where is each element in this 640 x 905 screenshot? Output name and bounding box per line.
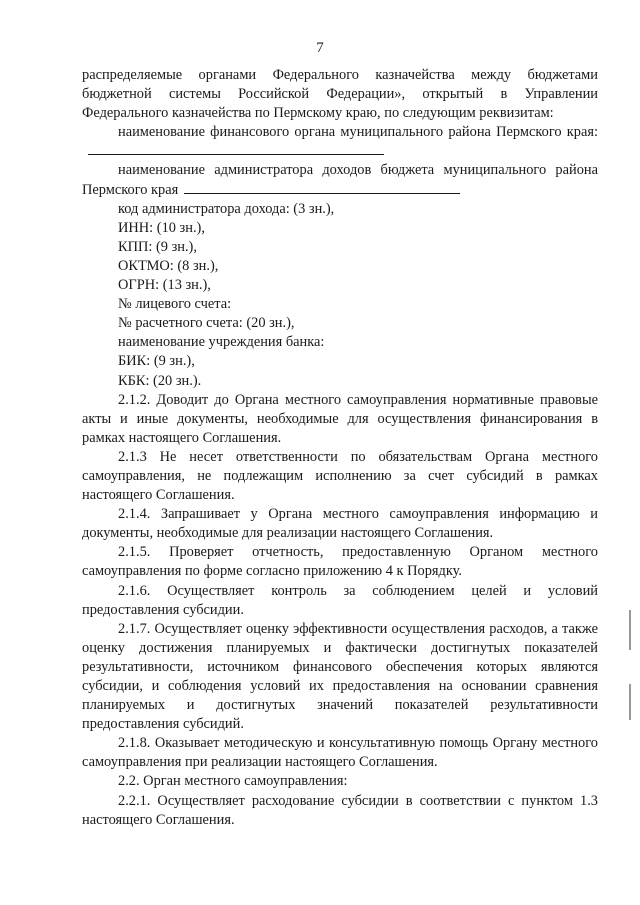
page-number: 7	[316, 40, 324, 56]
clause-2-1-5: 2.1.5. Проверяет отчетность, предоставленную Органом местного самоуправления по форме согласно приложению 4 к Порядку.	[82, 544, 598, 580]
admin-line	[82, 161, 598, 199]
clause-2-1-4: 2.1.4. Запрашивает у Органа местного самоуправления информацию и документы, необходимые для реализации настоящего Соглашения.	[82, 506, 598, 542]
admin-label: наименование администратора доходов бюджета муниципального района Пермского края	[82, 162, 598, 198]
fin-org-label: наименование финансового органа муниципального района Пермского края:	[118, 124, 598, 141]
requisite-item: код администратора дохода: (3 зн.),	[118, 200, 335, 217]
requisite-item: БИК: (9 зн.),	[118, 353, 195, 370]
requisite-item: ОГРН: (13 зн.),	[118, 277, 211, 294]
scan-edge-mark	[629, 610, 631, 650]
fin-org-blank	[88, 142, 384, 155]
clause-2-1-8: 2.1.8. Оказывает методическую и консультативную помощь Органу местного самоуправления при реализации настоящего Соглашения.	[82, 735, 598, 771]
clause-2-2-1: 2.2.1. Осуществляет расходование субсидии в соответствии с пунктом 1.3 настоящего Соглашения.	[82, 792, 598, 828]
clause-2-1-2: 2.1.2. Доводит до Органа местного самоуправления нормативные правовые акты и иные документы, необходимые для осуществления финансирования в рамках настоящего Соглашения.	[82, 391, 598, 446]
requisite-item: ИНН: (10 зн.),	[118, 219, 205, 236]
requisite-item: ОКТМО: (8 зн.),	[118, 257, 219, 274]
intro-paragraph: распределяемые органами Федерального казначейства между бюджетами бюджетной системы Российской Федерации», открытый в Управлении Федерального казначейства по Пермскому краю, по следующим реквизитам:	[82, 67, 598, 122]
clause-2-1-6: 2.1.6. Осуществляет контроль за соблюдением целей и условий предоставления субсидии.	[82, 582, 598, 618]
requisite-item: № лицевого счета:	[118, 296, 232, 313]
scan-edge-mark	[629, 684, 631, 720]
requisite-item: КБК: (20 зн.).	[118, 372, 202, 389]
requisite-item: КПП: (9 зн.),	[118, 238, 197, 255]
admin-blank	[184, 181, 460, 194]
clause-2-1-3: 2.1.3 Не несет ответственности по обязательствам Органа местного самоуправления, не подлежащим исполнению за счет субсидий в рамках настоящего Соглашения.	[82, 448, 598, 504]
requisite-item: № расчетного счета: (20 зн.),	[118, 315, 295, 332]
requisite-item: наименование учреждения банка:	[118, 334, 325, 351]
clause-2-1-7: 2.1.7. Осуществляет оценку эффективности осуществления расходов, а также оценку достижения планируемых и фактически достигнутых показателей результативности, источником финансового обеспечения которых являются субсидии, и соблюдения условий их предоставления на основании сравнения планируемых и достигнутых значений показателей результативности предоставления субсидий.	[82, 620, 598, 733]
clause-2-2: 2.2. Орган местного самоуправления:	[118, 773, 348, 790]
fin-org-line	[82, 123, 598, 161]
document-body	[82, 66, 598, 830]
